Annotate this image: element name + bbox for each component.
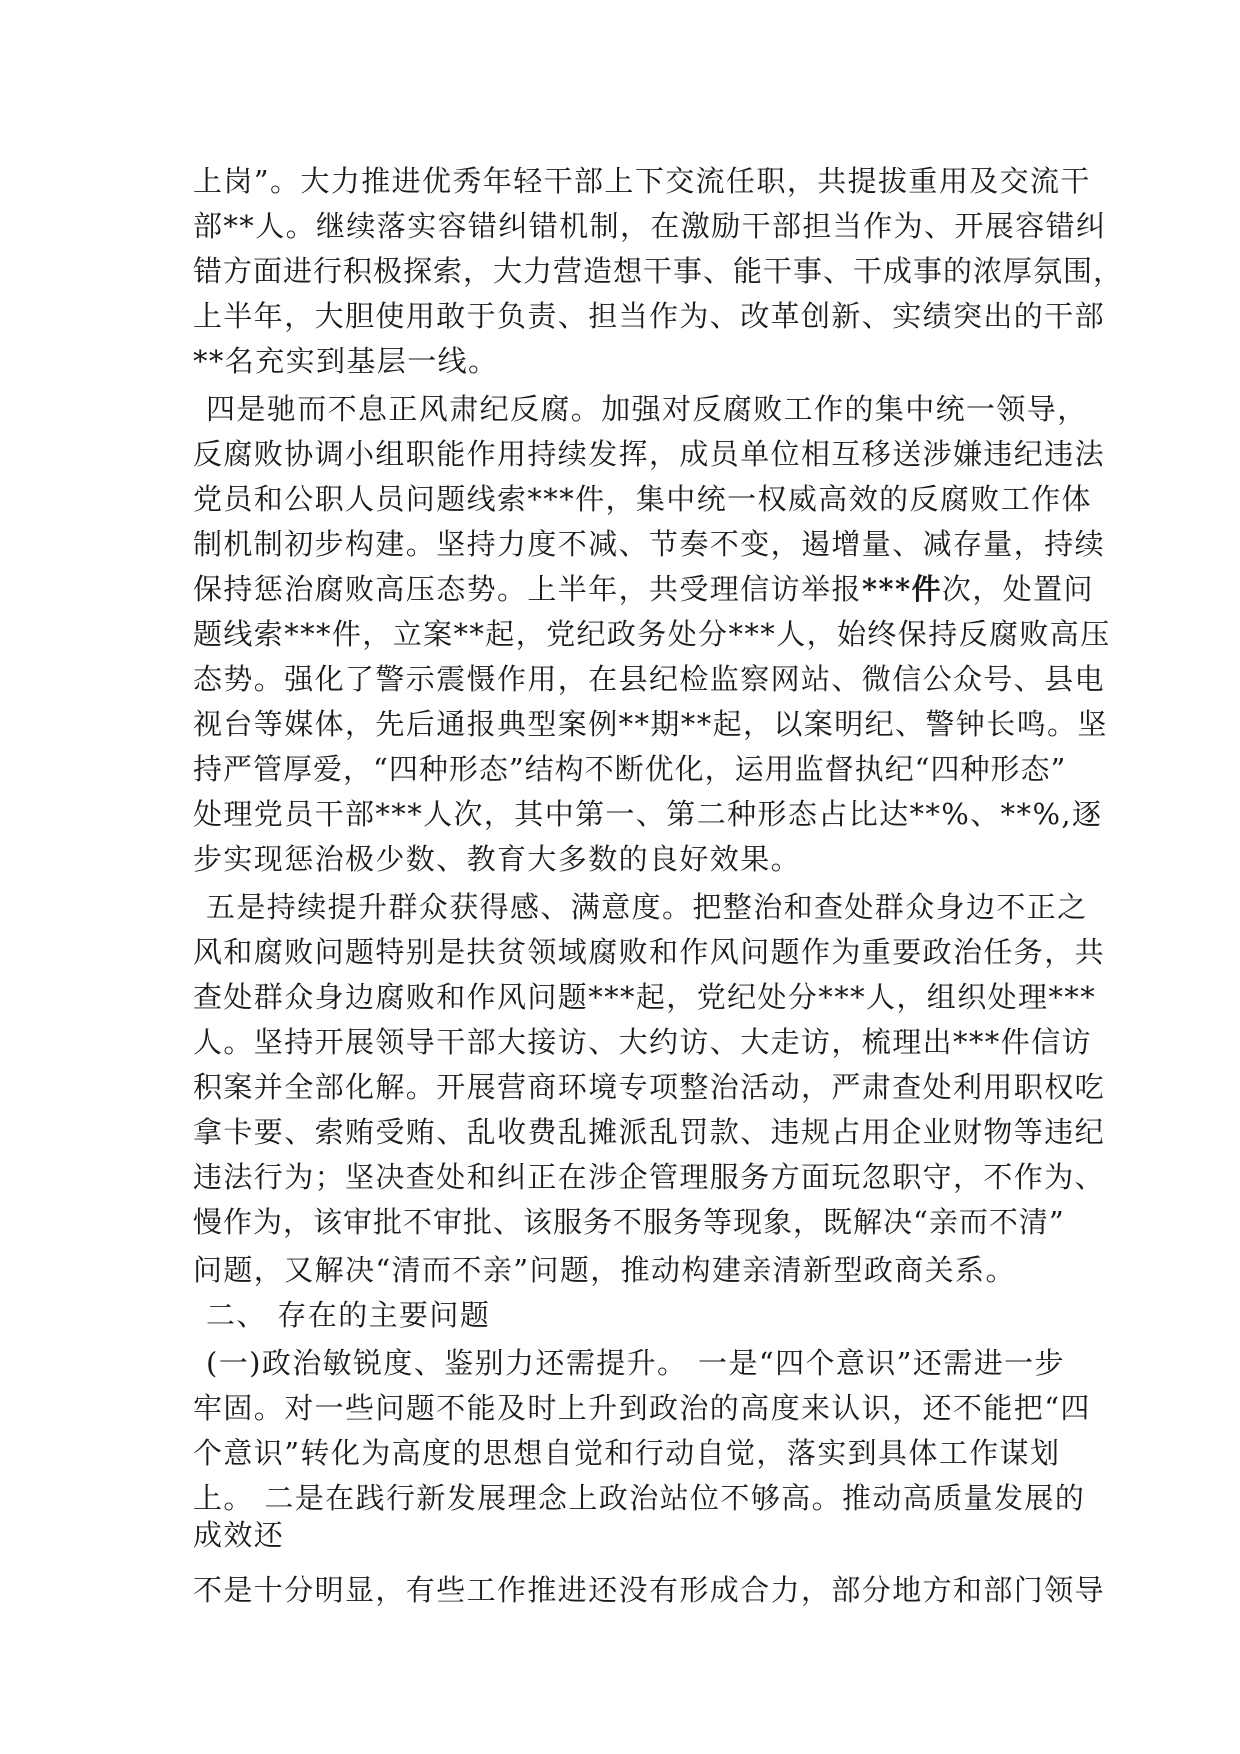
text-line: 成效还 xyxy=(193,1518,285,1552)
paragraph-start: (一)政治敏锐度、鉴别力还需提升。 一是“四个意识”还需进一步 xyxy=(206,1346,1065,1380)
text-line: 步实现惩治极少数、教育大多数的良好效果。 xyxy=(193,842,802,876)
text-line: 牢固。对一些问题不能及时上升到政治的高度来认识，还不能把“四 xyxy=(193,1391,1091,1425)
bold-text: ***件 xyxy=(861,572,942,606)
text-line: 视台等媒体，先后通报典型案例**期**起，以案明纪、警钟长鸣。坚 xyxy=(193,707,1108,741)
text-line: 慢作为，该审批不审批、该服务不服务等现象，既解决“亲而不清” xyxy=(193,1205,1065,1239)
text-line: 查处群众身边腐败和作风问题***起，党纪处分***人，组织处理*** xyxy=(193,980,1097,1014)
text-line: 积案并全部化解。开展营商环境专项整治活动，严肃查处利用职权吃 xyxy=(193,1070,1106,1104)
text-run: 次，处置问 xyxy=(941,572,1094,606)
text-line: 处理党员干部***人次，其中第一、第二种形态占比达**%、**%,逐 xyxy=(193,797,1103,831)
text-line: 错方面进行积极探索，大力营造想干事、能干事、干成事的浓厚氛围， xyxy=(193,254,1124,288)
text-line: 部**人。继续落实容错纠错机制，在激励干部担当作为、开展容错纠 xyxy=(193,209,1107,243)
text-line: **名充实到基层一线。 xyxy=(193,344,499,378)
text-line: 态势。强化了警示震慑作用，在县纪检监察网站、微信公众号、县电 xyxy=(193,662,1106,696)
paragraph-start: 五是持续提升群众获得感、满意度。把整治和查处群众身边不正之 xyxy=(206,890,1088,924)
text-line xyxy=(193,567,1094,611)
text-line: 持严管厚爱，“四种形态”结构不断优化，运用监督执纪“四种形态” xyxy=(193,752,1067,786)
section-heading: 二、 存在的主要问题 xyxy=(206,1298,491,1332)
text-line: 上岗”。大力推进优秀年轻干部上下交流任职，共提拔重用及交流干 xyxy=(193,164,1091,198)
text-line: 党员和公职人员问题线索***件，集中统一权威高效的反腐败工作体 xyxy=(193,482,1092,516)
text-line: 拿卡要、索贿受贿、乱收费乱摊派乱罚款、违规占用企业财物等违纪 xyxy=(193,1115,1106,1149)
text-line: 上半年，大胆使用敢于负责、担当作为、改革创新、实绩突出的干部 xyxy=(193,299,1106,333)
text-line: 违法行为；坚决查处和纠正在涉企管理服务方面玩忽职守，不作为、 xyxy=(193,1160,1106,1194)
text-line: 个意识”转化为高度的思想自觉和行动自觉，落实到具体工作谋划 xyxy=(193,1436,1061,1470)
text-line: 反腐败协调小组职能作用持续发挥，成员单位相互移送涉嫌违纪违法 xyxy=(193,437,1106,471)
text-line: 题线索***件，立案**起，党纪政务处分***人，始终保持反腐败高压 xyxy=(193,617,1111,651)
text-line: 不是十分明显，有些工作推进还没有形成合力，部分地方和部门领导 xyxy=(193,1573,1106,1607)
paragraph-start: 四是驰而不息正风肃纪反腐。加强对反腐败工作的集中统一领导， xyxy=(206,392,1088,426)
text-line: 人。坚持开展领导干部大接访、大约访、大走访，梳理出***件信访 xyxy=(193,1025,1092,1059)
text-line: 上。 二是在践行新发展理念上政治站位不够高。推动高质量发展的 xyxy=(193,1481,1086,1515)
text-line: 制机制初步构建。坚持力度不减、节奏不变，遏增量、减存量，持续 xyxy=(193,527,1106,561)
text-line: 风和腐败问题特别是扶贫领域腐败和作风问题作为重要政治任务，共 xyxy=(193,935,1106,969)
text-run: 保持惩治腐败高压态势。上半年，共受理信访举报 xyxy=(193,572,862,606)
text-line: 问题，又解决“清而不亲”问题，推动构建亲清新型政商关系。 xyxy=(193,1253,1016,1287)
